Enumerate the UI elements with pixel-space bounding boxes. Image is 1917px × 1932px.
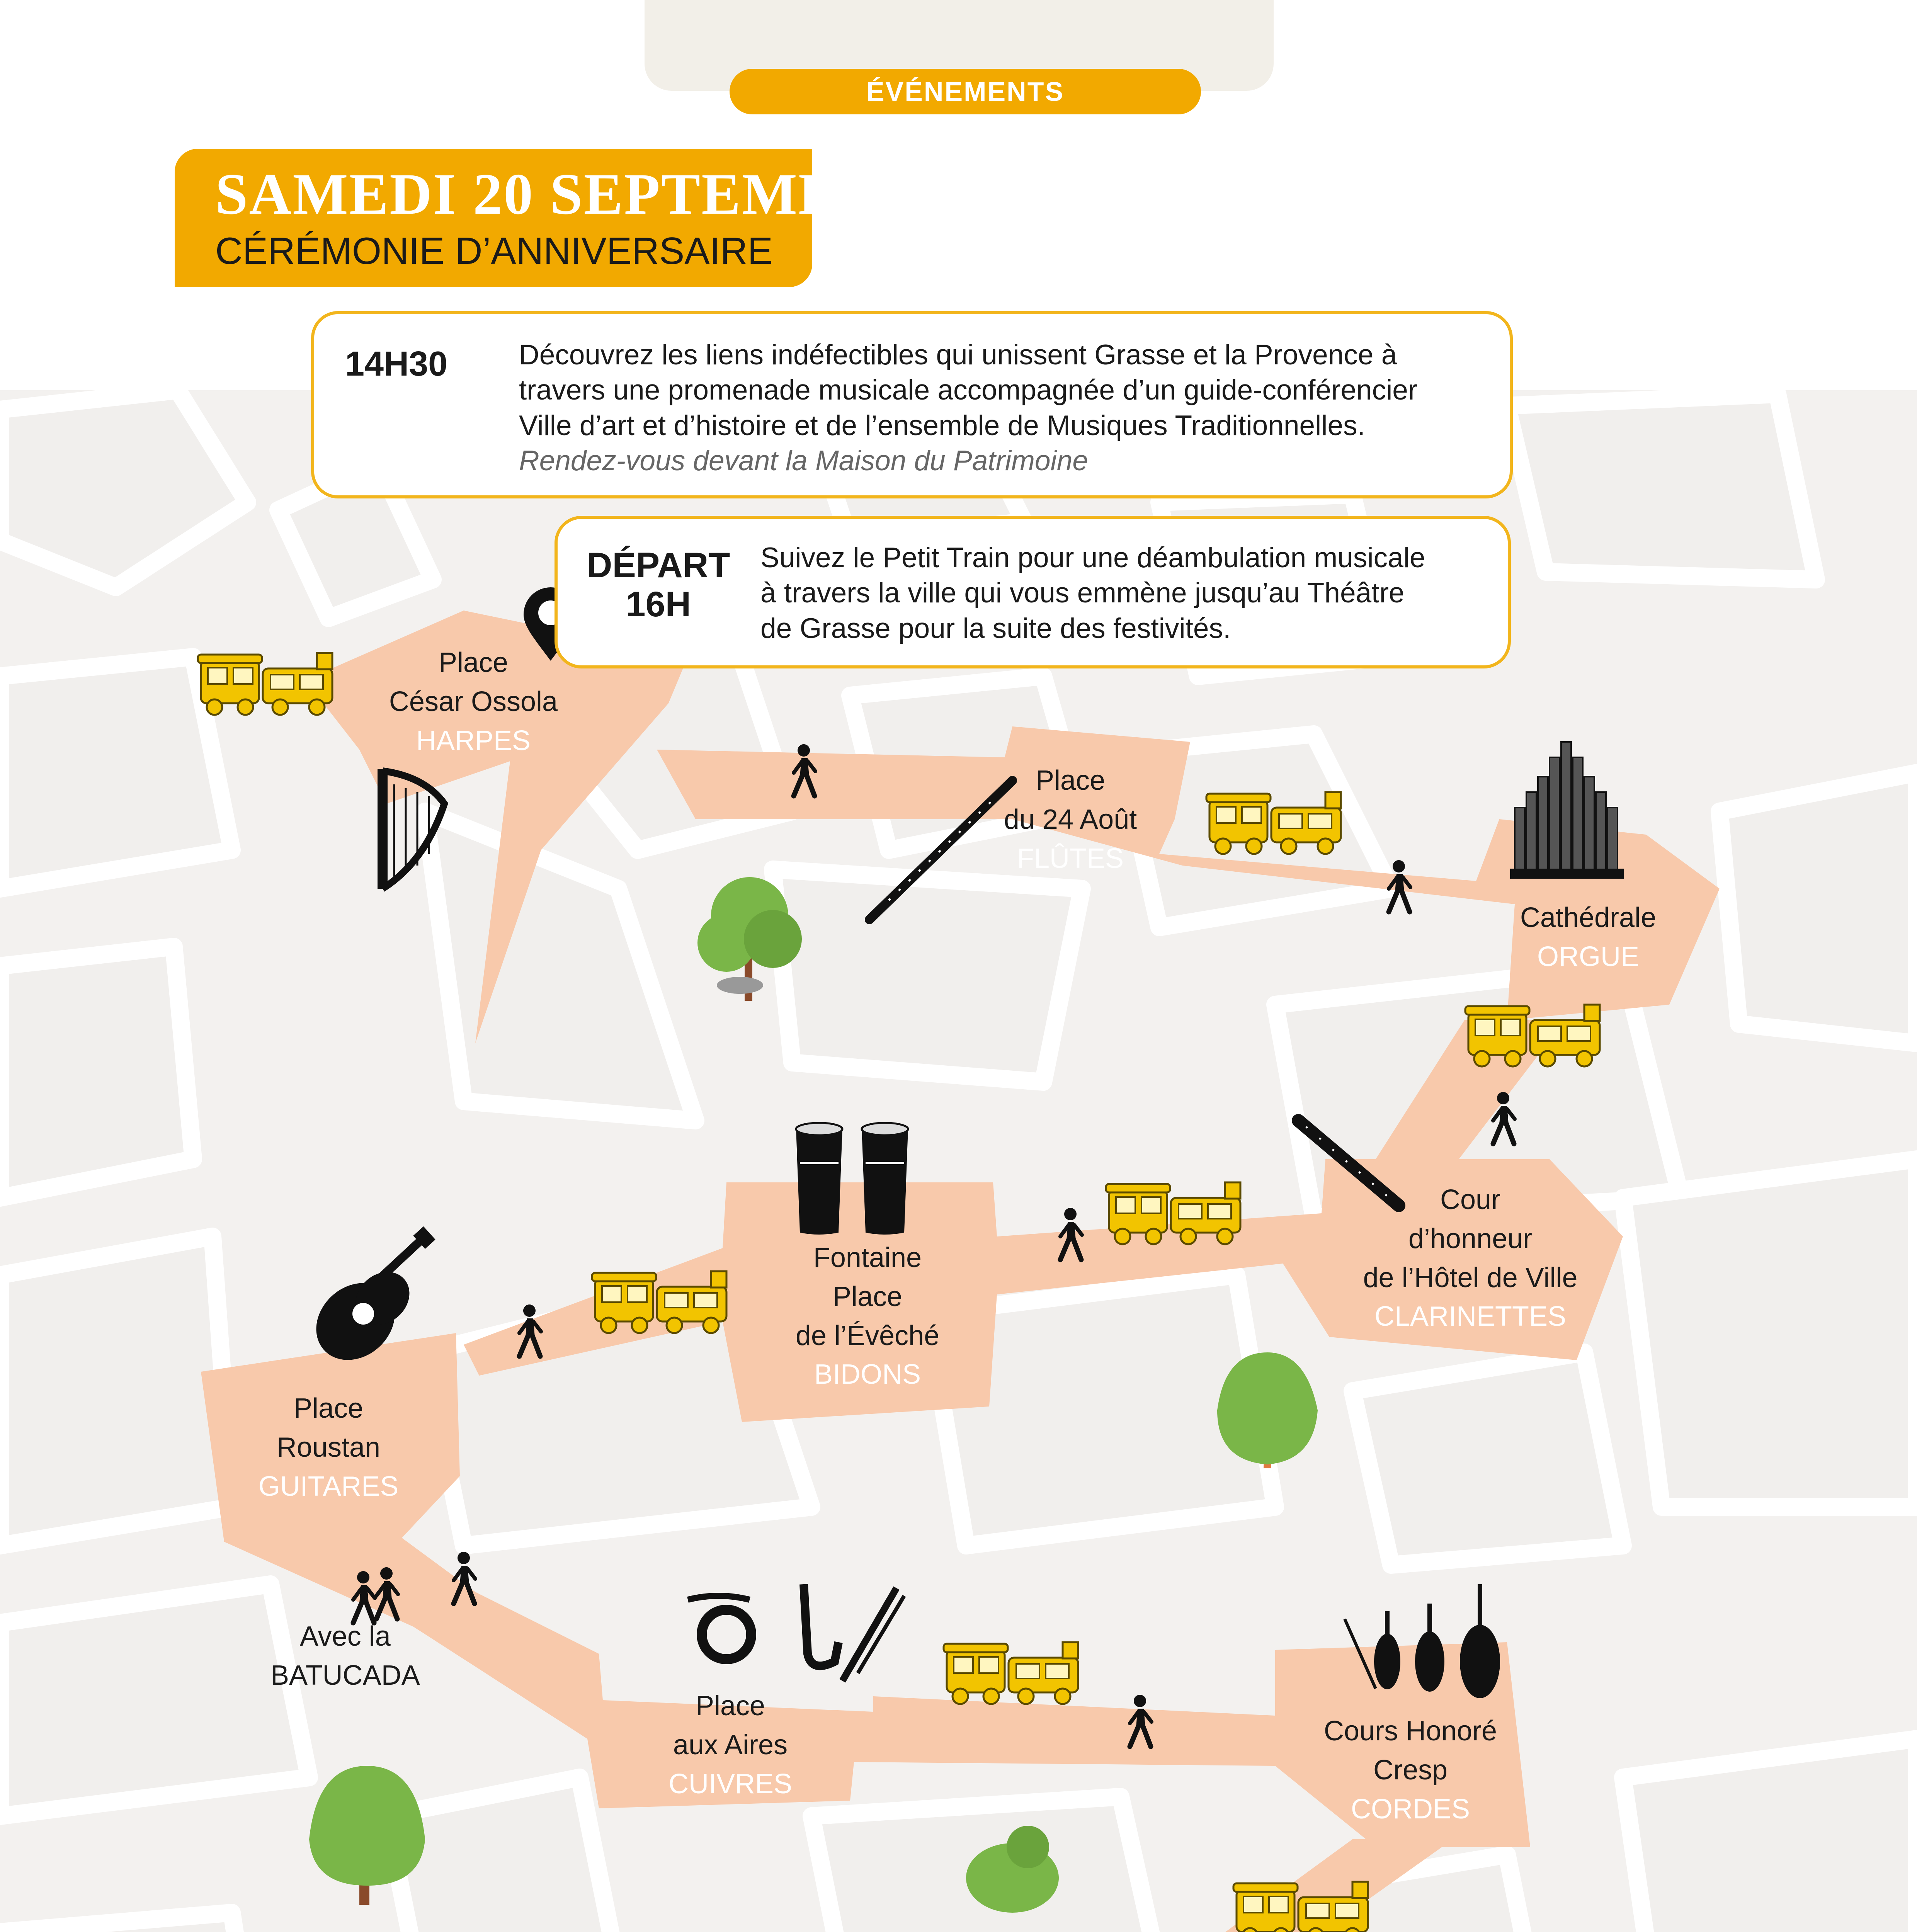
stop-roustan — [259, 1389, 399, 1506]
stop-name-line: Cresp — [1373, 1754, 1448, 1786]
depart-title: DÉPART — [587, 546, 730, 585]
intro-meeting: Rendez-vous devant la Maison du Patrimoine — [519, 445, 1088, 476]
batucada-label — [270, 1617, 420, 1695]
intro-text — [519, 337, 1500, 478]
stop-name-line: Place — [438, 647, 509, 678]
stop-cours-cresp — [1324, 1712, 1497, 1828]
page-title: SAMEDI 20 SEPTEMBRE — [215, 162, 923, 226]
depart-line: de Grasse pour la suite des festivités. — [760, 612, 1231, 644]
stop-instrument: GUITARES — [258, 1471, 399, 1502]
stop-name-line: Place — [1035, 765, 1106, 796]
stop-instrument: FLÛTES — [1017, 843, 1124, 874]
stop-cesar-ossola — [389, 643, 558, 760]
stop-instrument: CUIVRES — [668, 1768, 793, 1799]
stop-name-line: Place — [832, 1281, 903, 1312]
batucada-line: Avec la — [299, 1621, 391, 1652]
depart-time: 16H — [626, 585, 691, 624]
title-banner — [175, 149, 923, 287]
page-subtitle: CÉRÉMONIE D’ANNIVERSAIRE — [215, 230, 773, 272]
stop-name-line: aux Aires — [673, 1729, 788, 1760]
intro-box — [311, 311, 1513, 498]
intro-line: travers une promenade musicale accompagnée d’un guide-conférencier — [519, 374, 1418, 406]
stop-eveche — [796, 1238, 939, 1394]
stop-name-line: du 24 Août — [1004, 804, 1137, 835]
stop-hotel-de-ville — [1363, 1180, 1577, 1336]
depart-line: Suivez le Petit Train pour une déambulation musicale — [760, 542, 1425, 573]
depart-line: à travers la ville qui vous emmène jusqu’au Théâtre — [760, 577, 1405, 609]
stop-instrument: ORGUE — [1537, 941, 1640, 972]
stop-name-line: d’honneur — [1408, 1223, 1533, 1254]
depart-text — [760, 540, 1495, 646]
stop-name-line: Cathédrale — [1520, 902, 1657, 933]
intro-time: 14H30 — [345, 345, 448, 383]
stop-name-line: de l’Hôtel de Ville — [1363, 1262, 1578, 1293]
stop-cathedrale — [1520, 898, 1656, 976]
stop-instrument: CLARINETTES — [1374, 1301, 1567, 1332]
intro-line: Ville d’art et d’histoire et de l’ensemble de Musiques Traditionnelles. — [519, 410, 1365, 441]
stop-name-line: Cour — [1440, 1184, 1501, 1215]
stop-24-aout — [1004, 761, 1137, 878]
stop-name-line: Fontaine — [813, 1242, 922, 1273]
depart-label — [587, 546, 730, 624]
batucada-line: BATUCADA — [270, 1660, 420, 1691]
stop-instrument: HARPES — [416, 725, 531, 756]
stop-instrument: CORDES — [1351, 1793, 1470, 1825]
category-badge: ÉVÉNEMENTS — [730, 69, 1201, 114]
stop-name-line: de l’Évêché — [795, 1320, 940, 1351]
stop-name-line: Place — [695, 1690, 765, 1721]
stop-name-line: Roustan — [276, 1432, 381, 1463]
depart-box — [555, 516, 1511, 668]
stop-name-line: Cours Honoré — [1323, 1716, 1497, 1747]
stop-place-aux-aires — [668, 1687, 792, 1803]
stop-instrument: BIDONS — [814, 1359, 921, 1390]
stop-name-line: Place — [293, 1393, 364, 1424]
intro-line: Découvrez les liens indéfectibles qui unissent Grasse et la Provence à — [519, 339, 1397, 371]
stop-name-line: César Ossola — [389, 686, 558, 717]
